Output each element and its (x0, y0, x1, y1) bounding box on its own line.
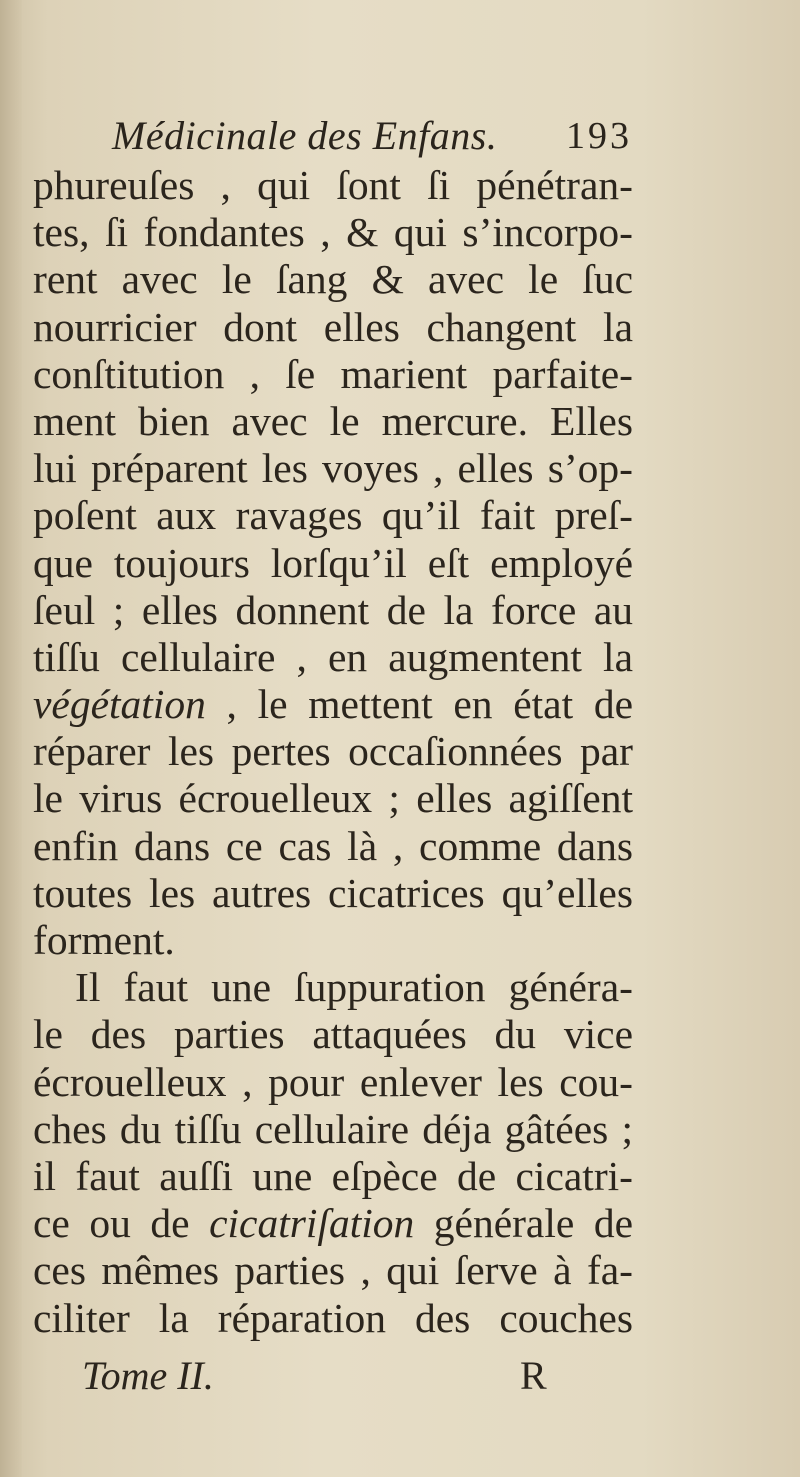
text-line: ces mêmes parties , qui ſerve à fa- (33, 1247, 633, 1294)
signature-mark: R (520, 1353, 547, 1398)
text-line: lui préparent les voyes , elles s’op- (33, 445, 633, 492)
text-line: ſeul ; elles donnent de la force au (33, 586, 633, 633)
italic-term: végétation (33, 681, 206, 728)
line-remainder: , le mettent en état de (205, 681, 633, 728)
text-line: le des parties attaquées du vice (33, 1011, 633, 1058)
volume-label: Tome II. (82, 1353, 214, 1398)
page-edge-shadow (0, 0, 22, 1477)
text-line: conſtitution , ſe marient parfaite- (33, 350, 633, 397)
text-line-with-italic (33, 1200, 633, 1247)
text-line: rent avec le ſang & avec le ſuc (33, 256, 633, 303)
text-line: réparer les pertes occaſionnées par (33, 728, 633, 775)
paragraph-start-line: Il faut une ſuppuration généra- (75, 964, 633, 1011)
page-number: 193 (566, 115, 632, 157)
text-line: ches du tiſſu cellulaire déja gâtées ; (33, 1105, 633, 1152)
text-line: tiſſu cellulaire , en augmentent la (33, 633, 633, 680)
text-line: poſent aux ravages qu’il fait preſ- (33, 492, 633, 539)
text-line: il faut auſſi une eſpèce de cicatri- (33, 1152, 633, 1199)
line-prefix: ce ou de (33, 1200, 210, 1247)
text-line: que toujours lorſqu’il eſt employé (33, 539, 633, 586)
text-line: écrouelleux , pour enlever les cou- (33, 1058, 633, 1105)
page-footer (82, 1352, 582, 1402)
text-line: toutes les autres cicatrices qu’elles (33, 869, 633, 916)
text-line: le virus écrouelleux ; elles agiſſent (33, 775, 633, 822)
running-title: Médicinale des Enfans. (112, 113, 498, 158)
text-line: ment bien avec le mercure. Elles (33, 397, 633, 444)
text-line: enfin dans ce cas là , comme dans (33, 822, 633, 869)
text-line: ciliter la réparation des couches (33, 1294, 633, 1341)
text-line: forment. (33, 917, 175, 963)
text-line: tes, ſi fondantes , & qui s’incorpo- (33, 209, 633, 256)
text-line-with-italic (33, 681, 633, 728)
body-text (33, 162, 633, 1342)
text-line: phureuſes , qui ſont ſi pénétran- (33, 162, 633, 208)
line-suffix: générale de (414, 1200, 633, 1247)
italic-term: cicatriſation (209, 1200, 415, 1247)
text-line: nourricier dont elles changent la (33, 303, 633, 350)
